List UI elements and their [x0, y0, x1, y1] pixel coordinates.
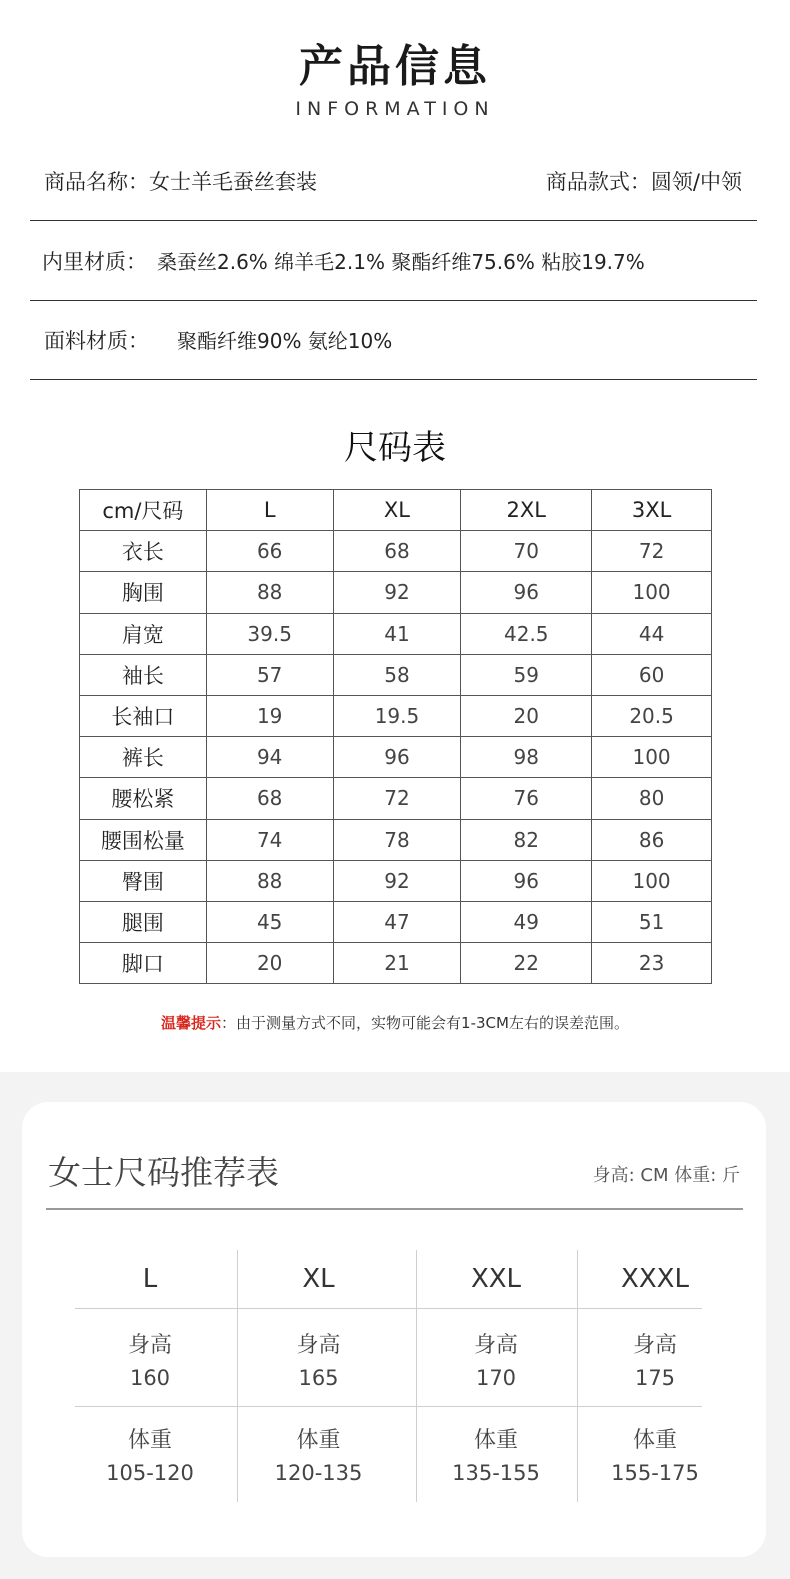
row-label-cell: 腰围松量: [80, 819, 207, 860]
size-table-header: [80, 490, 712, 531]
row-label-cell: 袖长: [80, 654, 207, 695]
recommend-title: 女士尺码推荐表: [48, 1153, 279, 1192]
recommend-size-label: XXL: [470, 1264, 522, 1294]
value-cell: 21: [333, 943, 461, 984]
value-cell: 20: [461, 695, 592, 736]
value-cell: 22: [461, 943, 592, 984]
value-cell: 72: [333, 778, 461, 819]
recommend-column: [238, 1250, 399, 1502]
value-cell: 92: [333, 572, 461, 613]
column-divider: [237, 1250, 238, 1502]
recommend-weight-cell: [75, 1425, 225, 1489]
row-divider: [75, 1308, 702, 1309]
height-value: 165: [298, 1366, 339, 1390]
weight-value: 155-175: [611, 1461, 699, 1485]
value-cell: 96: [461, 572, 592, 613]
row-label-cell: 脚口: [80, 943, 207, 984]
lining-value: 桑蚕丝2.6% 绵羊毛2.1% 聚酯纤维75.6% 粘胶19.7%: [157, 250, 645, 274]
height-value: 160: [129, 1366, 171, 1390]
info-row-fabric: [30, 300, 757, 380]
row-label-cell: 衣长: [80, 531, 207, 572]
height-value: 170: [475, 1366, 517, 1390]
value-cell: 41: [333, 613, 461, 654]
info-row-name-style: [30, 141, 757, 221]
size-table-title: 尺码表: [344, 428, 446, 468]
value-cell: 44: [592, 613, 712, 654]
value-cell: 19.5: [333, 695, 461, 736]
value-cell: 42.5: [461, 613, 592, 654]
value-cell: 86: [592, 819, 712, 860]
weight-label: 体重: [473, 1428, 518, 1453]
value-cell: 60: [592, 654, 712, 695]
value-cell: 23: [592, 943, 712, 984]
row-label-cell: 裤长: [80, 737, 207, 778]
table-row: [80, 819, 712, 860]
value-cell: 74: [206, 819, 333, 860]
recommend-height-cell: [75, 1330, 225, 1394]
value-cell: 49: [461, 901, 592, 942]
table-row: [80, 695, 712, 736]
page-subtitle: INFORMATION: [295, 98, 495, 120]
row-label-cell: 腿围: [80, 901, 207, 942]
recommend-height-cell: [578, 1330, 732, 1394]
value-cell: 100: [592, 737, 712, 778]
product-name-label: 商品名称：: [44, 169, 149, 194]
recommend-column: [417, 1250, 575, 1502]
recommend-weight-cell: [578, 1425, 732, 1489]
height-value: 175: [634, 1366, 676, 1390]
recommend-height-cell: [417, 1330, 575, 1394]
header-cell: 3XL: [592, 490, 712, 531]
recommend-size-label: L: [142, 1264, 158, 1294]
value-cell: 82: [461, 819, 592, 860]
table-row: [80, 737, 712, 778]
value-cell: 39.5: [206, 613, 333, 654]
recommend-size-label: XXXL: [621, 1264, 689, 1294]
row-label-cell: 臀围: [80, 860, 207, 901]
header-cell: L: [206, 490, 333, 531]
value-cell: 57: [206, 654, 333, 695]
weight-label: 体重: [632, 1428, 677, 1453]
value-cell: 92: [333, 860, 461, 901]
value-cell: 78: [333, 819, 461, 860]
table-row: [80, 778, 712, 819]
fabric-label: 面料材质：: [44, 328, 149, 353]
recommend-grid: [75, 1250, 702, 1502]
value-cell: 70: [461, 531, 592, 572]
row-label-cell: 肩宽: [80, 613, 207, 654]
table-row: [80, 531, 712, 572]
product-name-value: 女士羊毛蚕丝套装: [149, 169, 317, 194]
value-cell: 58: [333, 654, 461, 695]
table-row: [80, 943, 712, 984]
fabric-value: 聚酯纤维90% 氨纶10%: [177, 329, 393, 353]
value-cell: 51: [592, 901, 712, 942]
column-divider: [416, 1250, 417, 1502]
recommend-units: 身高: CM 体重: 斤: [592, 1165, 740, 1186]
row-label-cell: 腰松紧: [80, 778, 207, 819]
value-cell: 80: [592, 778, 712, 819]
recommend-column: [75, 1250, 225, 1502]
row-label-cell: 长袖口: [80, 695, 207, 736]
size-table: [79, 489, 712, 984]
value-cell: 20: [206, 943, 333, 984]
value-cell: 88: [206, 572, 333, 613]
product-name: [44, 166, 317, 196]
table-row: [80, 860, 712, 901]
weight-value: 120-135: [274, 1461, 363, 1485]
value-cell: 72: [592, 531, 712, 572]
value-cell: 96: [333, 737, 461, 778]
tip-highlight: 温馨提示: [161, 1014, 222, 1032]
recommend-height-cell: [238, 1330, 399, 1394]
row-label-cell: 胸围: [80, 572, 207, 613]
value-cell: 68: [333, 531, 461, 572]
value-cell: 100: [592, 860, 712, 901]
page-title: 产品信息: [299, 41, 491, 92]
value-cell: 88: [206, 860, 333, 901]
height-label: 身高: [127, 1333, 172, 1358]
value-cell: 59: [461, 654, 592, 695]
tip-note: [0, 1012, 790, 1033]
value-cell: 100: [592, 572, 712, 613]
height-label: 身高: [296, 1333, 341, 1358]
header-cell: cm/尺码: [80, 490, 207, 531]
table-row: [80, 613, 712, 654]
weight-label: 体重: [127, 1428, 172, 1453]
lining-label: 内里材质：: [42, 249, 147, 274]
column-divider: [577, 1250, 578, 1502]
recommend-weight-cell: [417, 1425, 575, 1489]
info-row-lining: [30, 221, 757, 301]
table-row: [80, 901, 712, 942]
height-label: 身高: [632, 1333, 677, 1358]
recommend-column: [578, 1250, 732, 1502]
value-cell: 96: [461, 860, 592, 901]
weight-value: 105-120: [106, 1461, 194, 1485]
value-cell: 20.5: [592, 695, 712, 736]
value-cell: 45: [206, 901, 333, 942]
value-cell: 68: [206, 778, 333, 819]
weight-value: 135-155: [452, 1461, 540, 1485]
recommend-weight-cell: [238, 1425, 399, 1489]
value-cell: 98: [461, 737, 592, 778]
header-cell: XL: [333, 490, 461, 531]
product-style-value: 圆领/中领: [650, 169, 742, 194]
product-style: [546, 166, 742, 196]
value-cell: 94: [206, 737, 333, 778]
row-divider: [75, 1406, 702, 1407]
value-cell: 47: [333, 901, 461, 942]
value-cell: 76: [461, 778, 592, 819]
header-cell: 2XL: [461, 490, 592, 531]
table-row: [80, 654, 712, 695]
value-cell: 66: [206, 531, 333, 572]
recommend-size-label: XL: [302, 1264, 335, 1294]
value-cell: 19: [206, 695, 333, 736]
weight-label: 体重: [296, 1428, 341, 1453]
height-label: 身高: [473, 1333, 518, 1358]
recommend-divider: [46, 1208, 743, 1210]
table-row: [80, 572, 712, 613]
product-style-label: 商品款式：: [545, 169, 651, 194]
tip-text: ：由于测量方式不同，实物可能会有1-3CM左右的误差范围。: [221, 1014, 629, 1032]
